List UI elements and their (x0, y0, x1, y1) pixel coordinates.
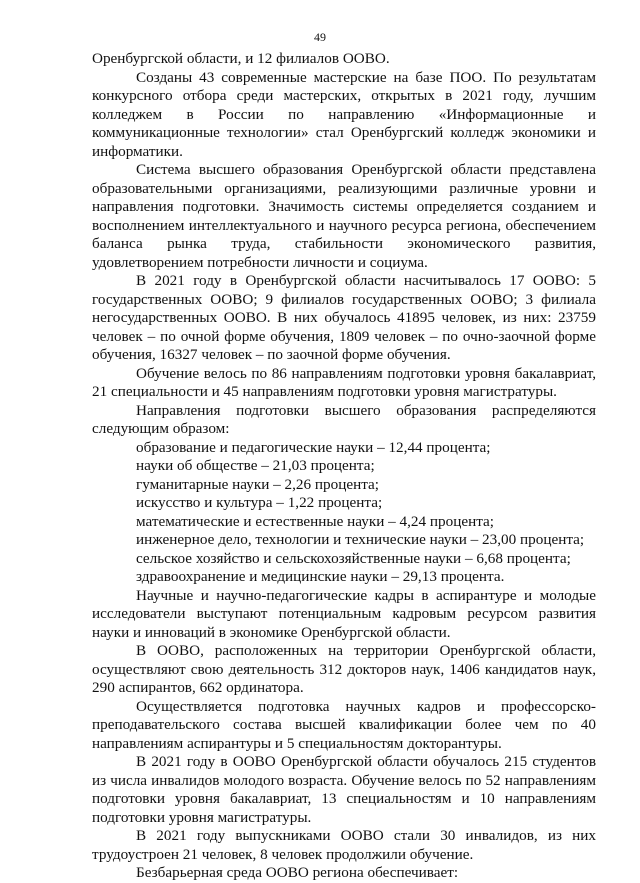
paragraph: Обучение велось по 86 направлениям подготовки уровня бакалавриат, 21 специальности и 45 направлениям подготовки уровня магистратуры. (92, 364, 596, 400)
paragraph: Оренбургской области, и 12 филиалов ООВО. (92, 50, 390, 67)
list-item: инженерное дело, технологии и технические науки – 23,00 процента; (136, 531, 585, 548)
paragraph: В 2021 году выпускниками ООВО стали 30 инвалидов, из них трудоустроен 21 человек, 8 человек продолжили обучение. (92, 827, 596, 863)
list-item: гуманитарные науки – 2,26 процента; (136, 475, 380, 493)
document-body (92, 50, 596, 883)
paragraph: Осуществляется подготовка научных кадров и профессорско-преподавательского состава высшей квалификации более чем по 40 направлениям аспирантуры и 5 специальностям докторантуры. (92, 697, 596, 752)
list-item: науки об обществе – 21,03 процента; (136, 457, 375, 474)
paragraph: В 2021 году в ООВО Оренбургской области обучалось 215 студентов из числа инвалидов молодого возраста. Обучение велось по 52 направлениям подготовки уровня бакалавриат, 13 специальностям и 10 направлениям подготовки уровня магистратуры. (92, 753, 596, 826)
page-number: 49 (314, 30, 326, 44)
list-item: математические и естественные науки – 4,24 процента; (136, 512, 494, 530)
paragraph: Созданы 43 современные мастерские на базе ПОО. По результатам конкурсного отбора среди мастерских, открытых в 2021 году, лучшим колледжем в России по направлению «Информационные и коммуникационные технологии» стал Оренбургский колледж экономики и информатики. (92, 68, 596, 160)
paragraph: Безбарьерная среда ООВО региона обеспечивает: (136, 864, 459, 881)
paragraph: В 2021 году в Оренбургской области насчитывалось 17 ООВО: 5 государственных ООВО; 9 филиалов государственных ООВО; 3 филиала негосударственных ООВО. В них обучалось 41895 человек, из них: 23759 человек – по очной форме обучения, 1809 человек – по очно-заочной форме обучения, 16327 человек – по заочной форме обучения. (92, 272, 596, 363)
list-item: здравоохранение и медицинские науки – 29,13 процента. (136, 568, 505, 585)
list-item: искусство и культура – 1,22 процента; (136, 494, 383, 511)
paragraph: Система высшего образования Оренбургской области представлена образовательными организациями, реализующими различные уровни и направления подготовки. Значимость системы определяется созданием и восполнением интеллектуального и научного ресурса региона, обеспечением баланса рынка труда, стабильности экономического развития, удовлетворением потребности личности и социума. (92, 161, 596, 271)
paragraph: Направления подготовки высшего образования распределяются следующим образом: (92, 401, 596, 437)
list-item: сельское хозяйство и сельскохозяйственные науки – 6,68 процента; (136, 549, 571, 567)
paragraph: Научные и научно-педагогические кадры в аспирантуре и молодые исследователи выступают потенциальным кадровым ресурсом развития науки и инноваций в экономике Оренбургской области. (92, 586, 596, 641)
paragraph: В ООВО, расположенных на территории Оренбургской области, осуществляют свою деятельность 312 докторов наук, 1406 кандидатов наук, 290 аспирантов, 662 ординатора. (92, 642, 596, 696)
list-item: образование и педагогические науки – 12,44 процента; (136, 438, 491, 456)
